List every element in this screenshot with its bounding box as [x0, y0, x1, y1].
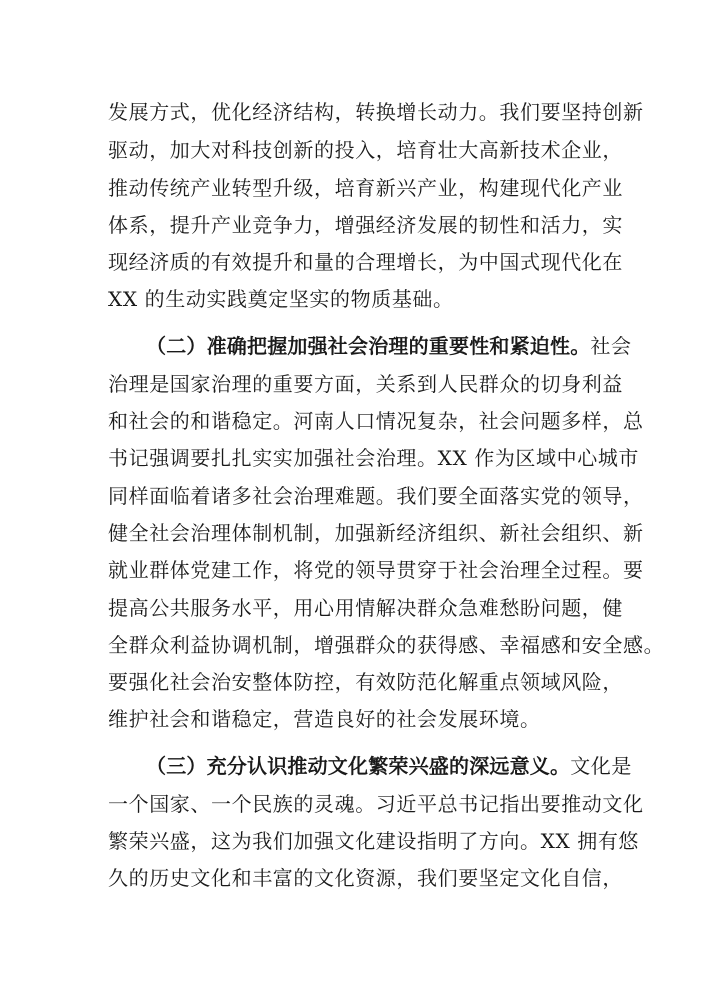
section-first-line-tail: 社会 [590, 334, 632, 358]
paragraph-line: 就业群体党建工作，将党的领导贯穿于社会治理全过程。要 [108, 558, 644, 582]
paragraph-line: 推动传统产业转型升级，培育新兴产业，构建现代化产业 [108, 176, 623, 200]
paragraph-line: 维护社会和谐稳定，营造良好的社会发展环境。 [108, 707, 541, 731]
section-first-line [146, 754, 632, 778]
section-first-line [146, 334, 632, 358]
paragraph-line: 一个国家、一个民族的灵魂。习近平总书记指出要推动文化 [108, 792, 644, 816]
paragraph-line: 要强化社会治安整体防控，有效防范化解重点领域风险， [108, 670, 623, 694]
paragraph-line: 治理是国家治理的重要方面，关系到人民群众的切身利益 [108, 372, 623, 396]
section-first-line-tail: 文化是 [570, 754, 633, 778]
paragraph-line: 现经济质的有效提升和量的合理增长，为中国式现代化在 [108, 250, 623, 274]
paragraph-line: 健全社会治理体制机制，加强新经济组织、新社会组织、新 [108, 521, 644, 545]
paragraph-line: 同样面临着诸多社会治理难题。我们要全面落实党的领导， [108, 484, 644, 508]
paragraph-line: XX 的生动实践奠定坚实的物质基础。 [108, 287, 454, 311]
paragraph-line: 和社会的和谐稳定。河南人口情况复杂，社会问题多样，总 [108, 409, 644, 433]
paragraph-line: 全群众利益协调机制，增强群众的获得感、幸福感和安全感。 [108, 633, 665, 657]
paragraph-line: 发展方式，优化经济结构，转换增长动力。我们要坚持创新 [108, 100, 644, 124]
section-heading: （三）充分认识推动文化繁荣兴盛的深远意义。 [146, 754, 571, 778]
paragraph-line: 繁荣兴盛，这为我们加强文化建设指明了方向。XX 拥有悠 [108, 829, 640, 853]
paragraph-line: 书记强调要扎扎实实加强社会治理。XX 作为区域中心城市 [108, 446, 640, 470]
paragraph-line: 驱动，加大对科技创新的投入，培育壮大高新技术企业， [108, 138, 623, 162]
paragraph-line: 提高公共服务水平，用心用情解决群众急难愁盼问题，健 [108, 596, 623, 620]
paragraph-line: 久的历史文化和丰富的文化资源，我们要坚定文化自信， [108, 866, 623, 890]
paragraph-line: 体系，提升产业竞争力，增强经济发展的韧性和活力，实 [108, 213, 623, 237]
section-heading: （二）准确把握加强社会治理的重要性和紧迫性。 [146, 334, 591, 358]
